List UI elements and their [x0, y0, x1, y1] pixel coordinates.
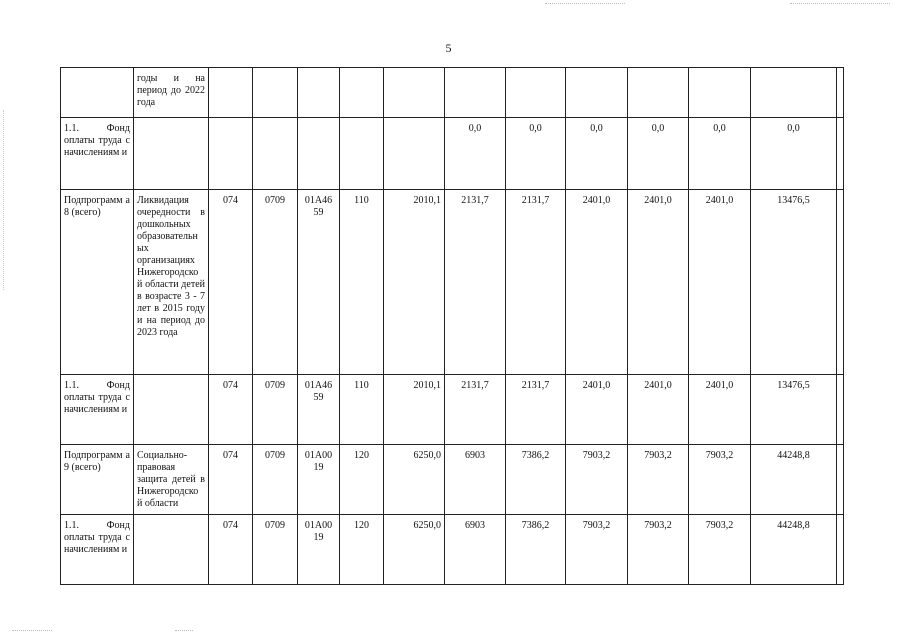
value-cell: 13476,5 — [751, 375, 837, 445]
value-cell: 2401,0 — [628, 190, 689, 375]
value-cell: 7903,2 — [566, 445, 628, 515]
row-description-cell — [134, 515, 209, 585]
code-cell: 0709 — [253, 445, 298, 515]
value-cell — [445, 68, 506, 118]
row-description-cell: Социально-правовая защита детей в Нижегородско й области — [134, 445, 209, 515]
scan-artifact — [175, 630, 193, 631]
value-cell: 7903,2 — [689, 445, 751, 515]
value-cell — [751, 68, 837, 118]
value-cell: 2401,0 — [566, 190, 628, 375]
value-cell: 7903,2 — [628, 515, 689, 585]
scan-artifact — [3, 110, 4, 290]
table-row — [61, 68, 844, 118]
value-cell: 6250,0 — [384, 515, 445, 585]
scan-artifact — [545, 3, 625, 4]
value-cell — [837, 190, 844, 375]
code-cell: 01А00 19 — [298, 515, 340, 585]
table-row — [61, 375, 844, 445]
value-cell: 44248,8 — [751, 445, 837, 515]
value-cell: 6250,0 — [384, 445, 445, 515]
value-cell: 7386,2 — [506, 515, 566, 585]
value-cell: 2131,7 — [506, 375, 566, 445]
value-cell: 2401,0 — [689, 375, 751, 445]
row-name-cell: 1.1. Фонд оплаты труда с начислениям и — [61, 515, 134, 585]
value-cell: 0,0 — [689, 118, 751, 190]
value-cell: 7903,2 — [566, 515, 628, 585]
value-cell: 13476,5 — [751, 190, 837, 375]
code-cell: 120 — [340, 515, 384, 585]
value-cell — [837, 515, 844, 585]
code-cell — [340, 68, 384, 118]
code-cell — [298, 68, 340, 118]
value-cell — [837, 118, 844, 190]
code-cell: 120 — [340, 445, 384, 515]
code-cell: 074 — [209, 445, 253, 515]
table-row — [61, 445, 844, 515]
code-cell — [209, 68, 253, 118]
table-row — [61, 515, 844, 585]
row-description-cell — [134, 375, 209, 445]
table-row — [61, 118, 844, 190]
value-cell: 2131,7 — [506, 190, 566, 375]
code-cell: 01А46 59 — [298, 375, 340, 445]
code-cell: 074 — [209, 375, 253, 445]
value-cell: 6903 — [445, 445, 506, 515]
table-row — [61, 190, 844, 375]
value-cell: 0,0 — [751, 118, 837, 190]
value-cell: 2401,0 — [628, 375, 689, 445]
value-cell — [506, 68, 566, 118]
value-cell: 2131,7 — [445, 190, 506, 375]
value-cell — [384, 68, 445, 118]
code-cell: 0709 — [253, 375, 298, 445]
value-cell: 7386,2 — [506, 445, 566, 515]
value-cell: 44248,8 — [751, 515, 837, 585]
code-cell — [253, 68, 298, 118]
code-cell: 074 — [209, 190, 253, 375]
row-name-cell: 1.1. Фонд оплаты труда с начислениям и — [61, 118, 134, 190]
code-cell — [209, 118, 253, 190]
value-cell: 0,0 — [506, 118, 566, 190]
value-cell: 7903,2 — [628, 445, 689, 515]
value-cell: 2010,1 — [384, 190, 445, 375]
value-cell — [689, 68, 751, 118]
value-cell — [837, 445, 844, 515]
value-cell — [384, 118, 445, 190]
row-name-cell: Подпрограмм а 8 (всего) — [61, 190, 134, 375]
value-cell — [628, 68, 689, 118]
value-cell: 2131,7 — [445, 375, 506, 445]
code-cell: 074 — [209, 515, 253, 585]
code-cell: 01А00 19 — [298, 445, 340, 515]
value-cell: 2401,0 — [689, 190, 751, 375]
code-cell: 01А46 59 — [298, 190, 340, 375]
value-cell: 0,0 — [628, 118, 689, 190]
page-number: 5 — [445, 41, 452, 55]
scan-artifact — [12, 630, 52, 631]
row-description-cell: Ликвидация очередности в дошкольных образовательн ых организациях Нижегородско й области детей в возрасте 3 - 7 лет в 2015 году и на период до 2023 года — [134, 190, 209, 375]
row-description-cell — [134, 118, 209, 190]
row-name-cell: Подпрограмм а 9 (всего) — [61, 445, 134, 515]
row-name-cell — [61, 68, 134, 118]
value-cell: 0,0 — [566, 118, 628, 190]
value-cell: 2010,1 — [384, 375, 445, 445]
code-cell — [253, 118, 298, 190]
value-cell — [837, 375, 844, 445]
code-cell: 0709 — [253, 190, 298, 375]
value-cell: 6903 — [445, 515, 506, 585]
code-cell — [298, 118, 340, 190]
value-cell — [566, 68, 628, 118]
code-cell — [340, 118, 384, 190]
code-cell: 110 — [340, 190, 384, 375]
row-description-cell: годы и на период до 2022 года — [134, 68, 209, 118]
value-cell: 2401,0 — [566, 375, 628, 445]
code-cell: 110 — [340, 375, 384, 445]
value-cell — [837, 68, 844, 118]
scan-artifact — [790, 3, 890, 4]
value-cell: 0,0 — [445, 118, 506, 190]
budget-table — [60, 67, 844, 585]
code-cell: 0709 — [253, 515, 298, 585]
row-name-cell: 1.1. Фонд оплаты труда с начислениям и — [61, 375, 134, 445]
value-cell: 7903,2 — [689, 515, 751, 585]
